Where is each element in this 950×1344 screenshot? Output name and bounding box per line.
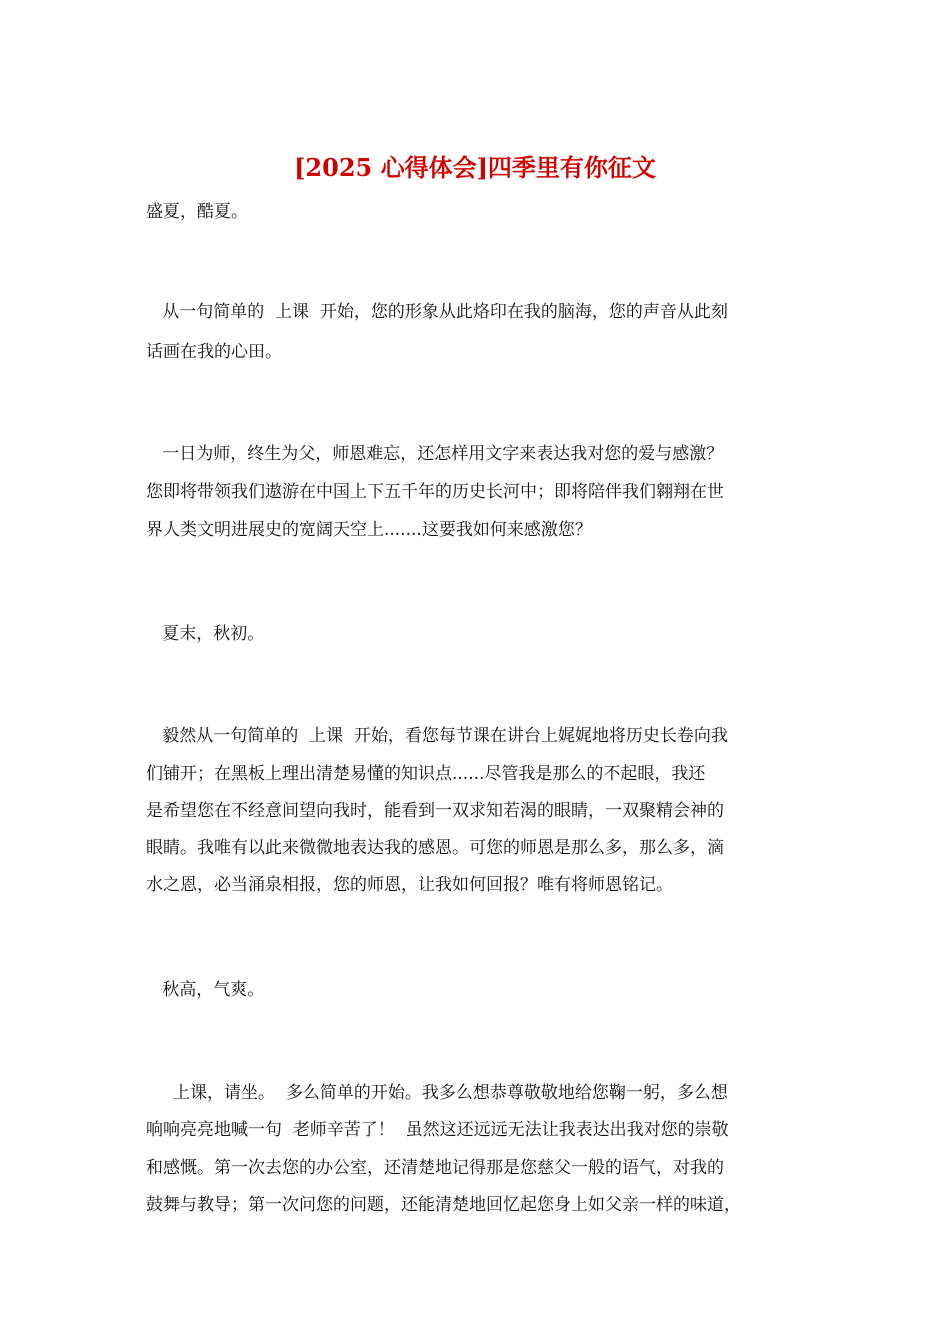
text-line: 界人类文明进展史的宽阔天空上.......这要我如何来感激您？	[146, 520, 592, 540]
text-line: 夏末，秋初。	[146, 624, 265, 644]
text-line: 水之恩，必当涌泉相报，您的师恩，让我如何回报？唯有将师恩铭记。	[146, 875, 673, 895]
text-line: 上课，请坐。 多么简单的开始。我多么想恭尊敬敬地给您鞠一躬，多么想	[146, 1083, 728, 1103]
text-line: 和感慨。第一次去您的办公室，还清楚地记得那是您慈父一般的语气，对我的	[146, 1158, 724, 1178]
text-line: 响响亮亮地喊一句 老师辛苦了！ 虽然这还远远无法让我表达出我对您的崇敬	[146, 1120, 729, 1140]
text-line: 眼睛。我唯有以此来微微地表达我的感恩。可您的师恩是那么多，那么多，滴	[146, 838, 724, 858]
text-line: 从一句简单的 上课 开始，您的形象从此烙印在我的脑海，您的声音从此刻	[146, 302, 728, 322]
text-line: 秋高，气爽。	[146, 980, 265, 1000]
text-line: 毅然从一句简单的 上课 开始，看您每节课在讲台上娓娓地将历史长卷向我	[146, 726, 728, 746]
text-line: 们铺开；在黑板上理出清楚易懂的知识点......尽管我是那么的不起眼，我还	[146, 764, 706, 784]
text-line: 鼓舞与教导；第一次问您的问题，还能清楚地回忆起您身上如父亲一样的味道，	[146, 1195, 741, 1215]
text-line: 是希望您在不经意间望向我时，能看到一双求知若渴的眼睛，一双聚精会神的	[146, 801, 724, 821]
document-title: [2025 心得体会]四季里有你征文	[294, 153, 656, 182]
text-line: 话画在我的心田。	[146, 342, 282, 362]
text-line: 您即将带领我们遨游在中国上下五千年的历史长河中；即将陪伴我们翱翔在世	[146, 482, 724, 502]
text-line: 一日为师，终生为父，师恩难忘，还怎样用文字来表达我对您的爱与感激？	[146, 444, 724, 464]
text-line: 盛夏，酷夏。	[146, 202, 248, 222]
